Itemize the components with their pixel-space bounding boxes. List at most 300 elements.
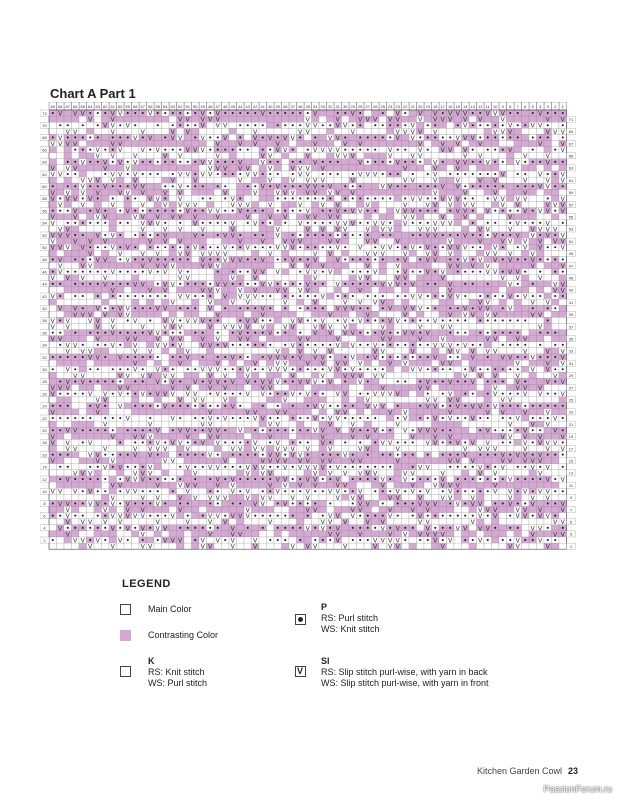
purl-dot: [209, 149, 211, 151]
slip-stitch-v: V: [133, 177, 138, 185]
purl-dot: [149, 295, 151, 297]
chart-cell: [506, 244, 513, 250]
purl-dot: [479, 368, 481, 370]
slip-stitch-v: V: [545, 153, 550, 161]
chart-cell: [169, 250, 176, 256]
slip-stitch-v: V: [365, 238, 370, 246]
chart-cell: [192, 287, 199, 293]
slip-stitch-v: V: [178, 342, 183, 350]
purl-dot: [262, 149, 264, 151]
slip-stitch-v: V: [380, 336, 385, 344]
slip-stitch-v: V: [463, 214, 468, 222]
slip-stitch-v: V: [290, 244, 295, 252]
chart-cell: [169, 226, 176, 232]
chart-cell: [222, 348, 229, 354]
chart-cell: [416, 122, 423, 128]
column-number: 37: [290, 103, 295, 109]
purl-dot: [179, 307, 181, 309]
slip-stitch-v: V: [178, 134, 183, 142]
purl-dot: [472, 161, 474, 163]
slip-stitch-v: V: [493, 189, 498, 197]
chart-cell: [79, 360, 86, 366]
slip-stitch-v: V: [530, 262, 535, 270]
purl-dot: [134, 210, 136, 212]
slip-stitch-v: V: [133, 159, 138, 167]
purl-dot: [179, 210, 181, 212]
chart-cell: [469, 177, 476, 183]
chart-cell: [461, 262, 468, 268]
chart-cell: [132, 147, 139, 153]
chart-cell: [282, 336, 289, 342]
slip-stitch-v: V: [185, 128, 190, 136]
chart-cell: [64, 153, 71, 159]
slip-stitch-v: V: [118, 110, 123, 118]
chart-cell: [207, 238, 214, 244]
purl-dot: [472, 210, 474, 212]
chart-cell: [409, 238, 416, 244]
slip-stitch-v: V: [185, 317, 190, 325]
chart-cell: [559, 311, 566, 317]
slip-stitch-v: V: [275, 140, 280, 148]
chart-cell: [514, 305, 521, 311]
purl-dot: [344, 136, 346, 138]
column-number: 46: [223, 103, 228, 109]
purl-dot: [277, 161, 279, 163]
chart-cell: [514, 189, 521, 195]
purl-dot: [524, 222, 526, 224]
slip-stitch-v: V: [463, 201, 468, 209]
purl-dot: [367, 319, 369, 321]
chart-cell: [439, 262, 446, 268]
chart-cell: [559, 250, 566, 256]
purl-dot: [97, 222, 99, 224]
purl-dot: [217, 258, 219, 260]
slip-stitch-v: V: [290, 238, 295, 246]
chart-cell: [199, 323, 206, 329]
slip-stitch-v: V: [178, 336, 183, 344]
purl-dot: [509, 222, 511, 224]
chart-cell: [192, 140, 199, 146]
chart-cell: [147, 360, 154, 366]
chart-cell: [446, 269, 453, 275]
chart-cell: [431, 336, 438, 342]
chart-cell: [124, 226, 131, 232]
slip-stitch-v: V: [523, 195, 528, 203]
purl-dot: [352, 185, 354, 187]
slip-stitch-v: V: [433, 165, 438, 173]
slip-stitch-v: V: [260, 238, 265, 246]
slip-stitch-v: V: [253, 171, 258, 179]
chart-cell: [379, 116, 386, 122]
chart-cell: [222, 214, 229, 220]
chart-cell: [416, 372, 423, 378]
purl-dot: [142, 210, 144, 212]
chart-cell: [469, 116, 476, 122]
chart-cell: [536, 214, 543, 220]
slip-stitch-v: V: [298, 128, 303, 136]
chart-cell: [177, 366, 184, 372]
chart-cell: [469, 336, 476, 342]
slip-stitch-v: V: [65, 189, 70, 197]
slip-stitch-v: V: [410, 195, 415, 203]
chart-cell: [371, 232, 378, 238]
slip-stitch-v: V: [403, 220, 408, 228]
slip-stitch-v: V: [455, 348, 460, 356]
chart-cell: [49, 262, 56, 268]
purl-dot: [314, 222, 316, 224]
chart-cell: [117, 226, 124, 232]
purl-dot: [164, 258, 166, 260]
purl-dot: [254, 344, 256, 346]
purl-dot: [299, 124, 301, 126]
chart-cell: [244, 275, 251, 281]
purl-dot: [419, 210, 421, 212]
chart-cell: [334, 275, 341, 281]
chart-cell: [311, 201, 318, 207]
chart-cell: [57, 220, 64, 226]
chart-cell: [529, 214, 536, 220]
purl-dot: [134, 112, 136, 114]
slip-stitch-v: V: [125, 244, 130, 252]
slip-stitch-v: V: [268, 378, 273, 386]
chart-cell: [446, 336, 453, 342]
slip-stitch-v: V: [560, 348, 565, 356]
slip-stitch-v: V: [560, 281, 565, 289]
slip-stitch-v: V: [463, 244, 468, 252]
chart-cell: [304, 330, 311, 336]
slip-stitch-v: V: [95, 153, 100, 161]
purl-dot: [494, 136, 496, 138]
chart-cell: [446, 153, 453, 159]
purl-dot: [97, 368, 99, 370]
chart-cell: [484, 360, 491, 366]
column-number: 6: [524, 103, 527, 109]
purl-dot: [112, 295, 114, 297]
chart-cell: [132, 275, 139, 281]
slip-stitch-v: V: [545, 366, 550, 374]
slip-stitch-v: V: [320, 323, 325, 331]
slip-stitch-v: V: [95, 317, 100, 325]
chart-cell: [274, 214, 281, 220]
purl-dot: [292, 283, 294, 285]
purl-dot: [524, 380, 526, 382]
chart-cell: [461, 226, 468, 232]
purl-dot: [292, 380, 294, 382]
chart-cell: [199, 275, 206, 281]
slip-stitch-v: V: [95, 256, 100, 264]
slip-stitch-v: V: [560, 147, 565, 155]
chart-cell: [484, 165, 491, 171]
slip-stitch-v: V: [95, 232, 100, 240]
chart-cell: [521, 226, 528, 232]
chart-cell: [109, 208, 116, 214]
column-number: 61: [110, 103, 115, 109]
purl-dot: [119, 234, 121, 236]
chart-cell: [341, 336, 348, 342]
purl-dot: [509, 210, 511, 212]
slip-stitch-v: V: [320, 177, 325, 185]
purl-dot: [179, 380, 181, 382]
chart-cell: [446, 226, 453, 232]
slip-stitch-v: V: [178, 171, 183, 179]
purl-dot: [419, 356, 421, 358]
chart-cell: [424, 299, 431, 305]
purl-dot: [517, 368, 519, 370]
purl-dot: [509, 319, 511, 321]
purl-dot: [427, 344, 429, 346]
purl-dot: [434, 368, 436, 370]
purl-dot: [479, 173, 481, 175]
chart-cell: [371, 378, 378, 384]
chart-cell: [356, 262, 363, 268]
slip-stitch-v: V: [545, 232, 550, 240]
slip-stitch-v: V: [343, 153, 348, 161]
chart-cell: [79, 250, 86, 256]
slip-stitch-v: V: [463, 232, 468, 240]
slip-stitch-v: V: [163, 305, 168, 313]
slip-stitch-v: V: [358, 378, 363, 386]
slip-stitch-v: V: [215, 122, 220, 130]
chart-cell: [319, 134, 326, 140]
chart-cell: [79, 299, 86, 305]
chart-cell: [319, 116, 326, 122]
purl-dot: [269, 173, 271, 175]
slip-stitch-v: V: [170, 177, 175, 185]
slip-stitch-v: V: [418, 116, 423, 124]
purl-dot: [59, 197, 61, 199]
slip-stitch-v: V: [230, 226, 235, 234]
chart-cell: [544, 269, 551, 275]
purl-dot: [232, 368, 234, 370]
slip-stitch-v: V: [425, 378, 430, 386]
purl-dot: [74, 149, 76, 151]
slip-stitch-v: V: [215, 262, 220, 270]
slip-stitch-v: V: [470, 348, 475, 356]
slip-stitch-v: V: [418, 128, 423, 136]
purl-dot: [337, 319, 339, 321]
purl-dot: [389, 332, 391, 334]
chart-cell: [289, 360, 296, 366]
slip-stitch-v: V: [163, 238, 168, 246]
purl-dot: [262, 136, 264, 138]
purl-dot: [217, 344, 219, 346]
chart-cell: [87, 214, 94, 220]
chart-cell: [289, 201, 296, 207]
purl-dot: [449, 258, 451, 260]
chart-cell: [529, 189, 536, 195]
purl-dot: [269, 222, 271, 224]
chart-cell: [364, 360, 371, 366]
chart-cell: [259, 189, 266, 195]
chart-cell: [147, 177, 154, 183]
slip-stitch-v: V: [185, 116, 190, 124]
chart-cell: [184, 177, 191, 183]
chart-cell: [529, 342, 536, 348]
chart-cell: [304, 201, 311, 207]
slip-stitch-v: V: [65, 226, 70, 234]
purl-dot: [314, 319, 316, 321]
purl-dot: [472, 271, 474, 273]
purl-dot: [464, 380, 466, 382]
slip-stitch-v: V: [260, 281, 265, 289]
chart-cell: [297, 153, 304, 159]
chart-cell: [559, 153, 566, 159]
purl-dot: [224, 210, 226, 212]
slip-stitch-v: V: [560, 232, 565, 240]
purl-dot: [164, 112, 166, 114]
purl-dot: [562, 136, 564, 138]
purl-dot: [374, 124, 376, 126]
chart-cell: [514, 165, 521, 171]
slip-stitch-v: V: [185, 293, 190, 301]
chart-cell: [386, 262, 393, 268]
slip-stitch-v: V: [553, 201, 558, 209]
chart-cell: [147, 250, 154, 256]
purl-dot: [464, 271, 466, 273]
chart-cell: [446, 159, 453, 165]
chart-cell: [394, 311, 401, 317]
slip-stitch-v: V: [373, 220, 378, 228]
chart-cell: [49, 128, 56, 134]
chart-cell: [169, 189, 176, 195]
chart-cell: [311, 165, 318, 171]
slip-stitch-v: V: [455, 110, 460, 118]
purl-dot: [547, 332, 549, 334]
purl-dot: [322, 368, 324, 370]
chart-cell: [57, 165, 64, 171]
purl-dot: [112, 283, 114, 285]
slip-stitch-v: V: [178, 323, 183, 331]
chart-cell: [319, 128, 326, 134]
slip-stitch-v: V: [253, 293, 258, 301]
chart-cell: [229, 183, 236, 189]
slip-stitch-v: V: [448, 281, 453, 289]
purl-dot: [487, 319, 489, 321]
chart-cell: [439, 177, 446, 183]
chart-cell: [551, 262, 558, 268]
slip-stitch-v: V: [463, 159, 468, 167]
purl-dot: [434, 295, 436, 297]
chart-cell: [282, 232, 289, 238]
purl-dot: [554, 112, 556, 114]
chart-cell: [409, 189, 416, 195]
chart-cell: [349, 165, 356, 171]
chart-cell: [559, 323, 566, 329]
slip-stitch-v: V: [380, 330, 385, 338]
slip-stitch-v: V: [58, 171, 63, 179]
purl-dot: [517, 185, 519, 187]
slip-stitch-v: V: [260, 269, 265, 277]
slip-stitch-v: V: [313, 354, 318, 362]
chart-cell: [326, 201, 333, 207]
chart-cell: [87, 226, 94, 232]
chart-cell: [394, 189, 401, 195]
purl-dot: [157, 295, 159, 297]
chart-cell: [386, 140, 393, 146]
chart-cell: [184, 336, 191, 342]
chart-cell: [484, 128, 491, 134]
chart-cell: [282, 311, 289, 317]
chart-cell: [207, 348, 214, 354]
chart-cell: [222, 201, 229, 207]
chart-cell: [229, 317, 236, 323]
chart-cell: [379, 140, 386, 146]
slip-stitch-v: V: [110, 171, 115, 179]
slip-stitch-v: V: [200, 147, 205, 155]
purl-dot: [434, 307, 436, 309]
purl-dot: [427, 295, 429, 297]
chart-cell: [491, 275, 498, 281]
chart-cell: [259, 128, 266, 134]
slip-stitch-v: V: [358, 360, 363, 368]
purl-dot: [284, 307, 286, 309]
chart-cell: [222, 226, 229, 232]
slip-stitch-v: V: [215, 366, 220, 374]
purl-dot: [202, 246, 204, 248]
slip-stitch-v: V: [320, 317, 325, 325]
chart-cell: [94, 140, 101, 146]
slip-stitch-v: V: [448, 110, 453, 118]
chart-cell: [469, 153, 476, 159]
chart-cell: [282, 171, 289, 177]
chart-cell: [551, 165, 558, 171]
slip-stitch-v: V: [433, 177, 438, 185]
slip-stitch-v: V: [410, 293, 415, 301]
purl-dot: [472, 124, 474, 126]
chart-cell: [169, 116, 176, 122]
purl-dot: [427, 356, 429, 358]
chart-cell: [529, 195, 536, 201]
slip-stitch-v: V: [305, 189, 310, 197]
chart-cell: [259, 177, 266, 183]
chart-cell: [529, 201, 536, 207]
purl-dot: [517, 124, 519, 126]
chart-cell: [469, 372, 476, 378]
slip-stitch-v: V: [193, 220, 198, 228]
purl-dot: [397, 185, 399, 187]
slip-stitch-v: V: [223, 256, 228, 264]
chart-cell: [469, 323, 476, 329]
purl-dot: [82, 149, 84, 151]
purl-dot: [232, 112, 234, 114]
chart-cell: [551, 189, 558, 195]
purl-dot: [382, 307, 384, 309]
chart-cell: [454, 311, 461, 317]
chart-cell: [57, 299, 64, 305]
chart-cell: [124, 287, 131, 293]
chart-cell: [274, 342, 281, 348]
slip-stitch-v: V: [185, 275, 190, 283]
chart-cell: [154, 275, 161, 281]
chart-cell: [252, 159, 259, 165]
slip-stitch-v: V: [358, 208, 363, 216]
chart-cell: [222, 360, 229, 366]
slip-stitch-v: V: [433, 232, 438, 240]
purl-dot: [239, 283, 241, 285]
purl-dot: [532, 136, 534, 138]
chart-cell: [72, 177, 79, 183]
chart-cell: [349, 360, 356, 366]
chart-cell: [267, 256, 274, 262]
purl-dot: [314, 246, 316, 248]
chart-cell: [431, 153, 438, 159]
chart-cell: [431, 262, 438, 268]
slip-stitch-v: V: [200, 159, 205, 167]
chart-cell: [132, 372, 139, 378]
slip-stitch-v: V: [373, 348, 378, 356]
chart-cell: [401, 262, 408, 268]
chart-cell: [214, 177, 221, 183]
